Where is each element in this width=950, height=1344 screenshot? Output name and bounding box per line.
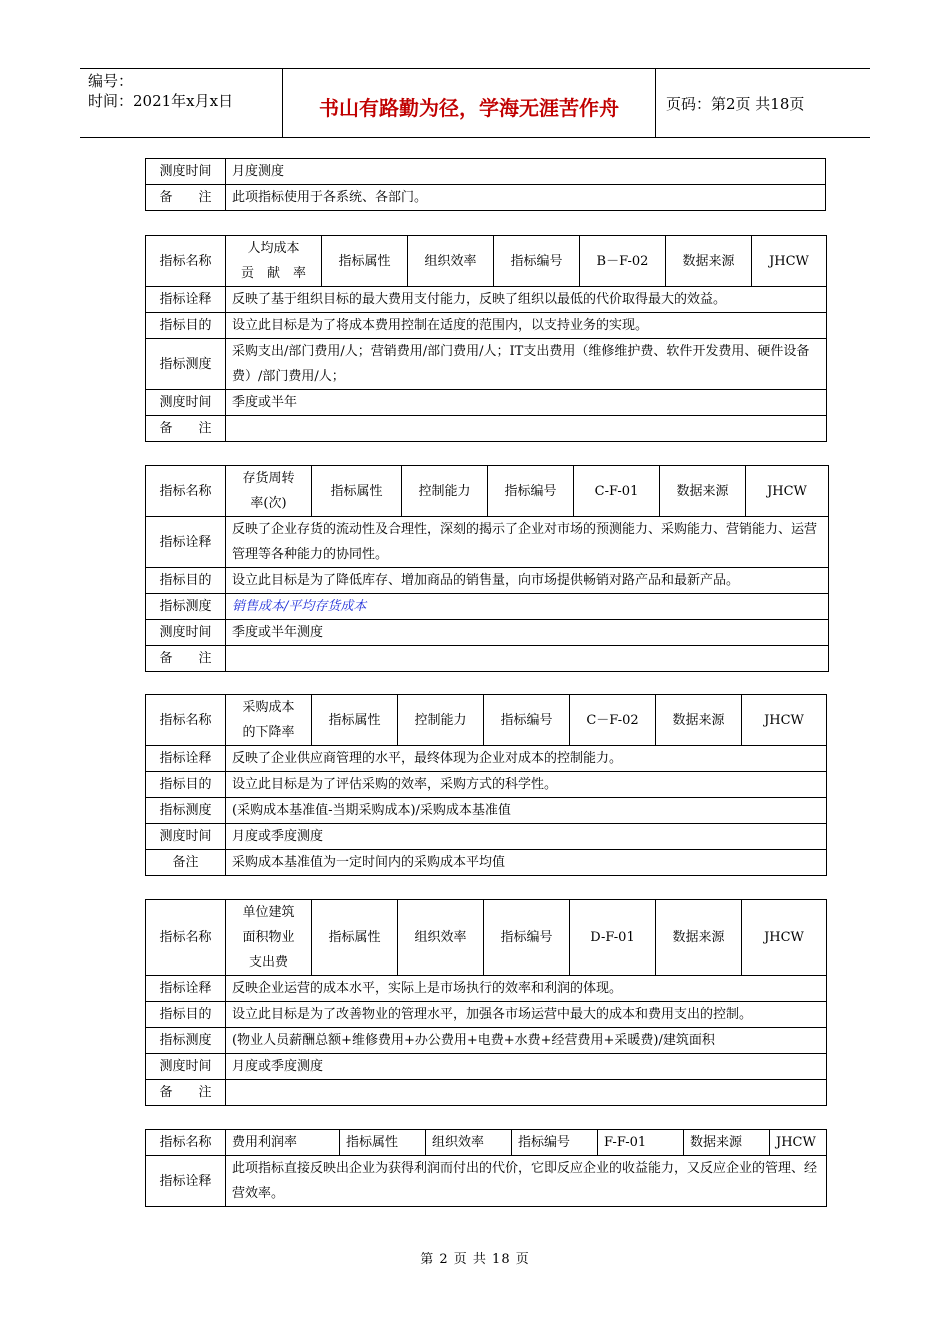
table-row — [146, 1054, 827, 1080]
label-name: 指标名称 — [146, 695, 226, 746]
indicator-note — [226, 416, 827, 442]
table-row — [146, 568, 829, 594]
label-source: 数据来源 — [656, 695, 742, 746]
label-note: 备注 — [146, 850, 226, 876]
label-attr: 指标属性 — [340, 1130, 426, 1156]
indicator-explain: 反映了企业存货的流动性及合理性，深刻的揭示了企业对市场的预测能力、采购能力、营销能力、运营管理等各种能力的协同性。 — [226, 517, 829, 568]
table-row — [146, 746, 827, 772]
indicator-source: JHCW — [770, 1130, 827, 1156]
label-explain: 指标诠释 — [146, 517, 226, 568]
label-purpose: 指标目的 — [146, 568, 226, 594]
label-explain: 指标诠释 — [146, 287, 226, 313]
indicator-time: 月度或季度测度 — [226, 1054, 827, 1080]
cell-label: 测度时间 — [146, 159, 226, 185]
label-source: 数据来源 — [666, 236, 752, 287]
label-code: 指标编号 — [512, 1130, 598, 1156]
indicator-purpose: 设立此目标是为了将成本费用控制在适度的范围内，以支持业务的实现。 — [226, 313, 827, 339]
label-explain: 指标诠释 — [146, 1156, 226, 1207]
table-row — [146, 339, 827, 390]
table-row — [146, 1002, 827, 1028]
indicator-name — [226, 466, 312, 517]
table-row — [146, 159, 826, 185]
header-page-number: 页码：第2页 共18页 — [666, 94, 805, 113]
indicator-purpose: 设立此目标是为了评估采购的效率，采购方式的科学性。 — [226, 772, 827, 798]
table-row-header — [146, 900, 827, 976]
indicator-name-line2: 贡 献 率 — [240, 266, 306, 281]
table-row — [146, 287, 827, 313]
indicator-name-line1: 采购成本 — [242, 700, 295, 715]
indicator-code: D-F-01 — [570, 900, 656, 976]
table-row — [146, 313, 827, 339]
label-measure: 指标测度 — [146, 798, 226, 824]
cell-label: 备 注 — [146, 185, 226, 211]
indicator-source: JHCW — [742, 695, 827, 746]
indicator-name-line1: 存货周转 — [242, 471, 295, 486]
table-row — [146, 850, 827, 876]
indicator-explain: 反映了企业供应商管理的水平，最终体现为企业对成本的控制能力。 — [226, 746, 827, 772]
table-row — [146, 1080, 827, 1106]
label-explain: 指标诠释 — [146, 976, 226, 1002]
indicator-code: C-F-01 — [574, 466, 660, 517]
indicator-name-line1: 单位建筑 — [242, 905, 295, 920]
label-measure: 指标测度 — [146, 1028, 226, 1054]
page-footer: 第 2 页 共 18 页 — [420, 1252, 530, 1267]
table-row — [146, 824, 827, 850]
label-code: 指标编号 — [488, 466, 574, 517]
label-attr: 指标属性 — [322, 236, 408, 287]
label-note: 备 注 — [146, 416, 226, 442]
table-row — [146, 646, 829, 672]
table-row-header — [146, 466, 829, 517]
label-code: 指标编号 — [484, 900, 570, 976]
table-row — [146, 976, 827, 1002]
indicator-purpose: 设立此目标是为了降低库存、增加商品的销售量，向市场提供畅销对路产品和最新产品。 — [226, 568, 829, 594]
table-row — [146, 772, 827, 798]
cell-value: 此项指标使用于各系统、各部门。 — [226, 185, 826, 211]
indicator-name-line2: 面积物业 — [242, 930, 295, 945]
label-time: 测度时间 — [146, 620, 226, 646]
label-name: 指标名称 — [146, 466, 226, 517]
indicator-note — [226, 1080, 827, 1106]
table-indicator-expense-profit-rate — [145, 1129, 827, 1207]
header-motto: 书山有路勤为径，学海无涯苦作舟 — [283, 69, 656, 137]
label-attr: 指标属性 — [312, 466, 402, 517]
label-time: 测度时间 — [146, 1054, 226, 1080]
indicator-explain: 此项指标直接反映出企业为获得利润而付出的代价，它即反应企业的收益能力，又反应企业的管理、经营效率。 — [226, 1156, 827, 1207]
indicator-explain: 反映企业运营的成本水平，实际上是市场执行的效率和利润的体现。 — [226, 976, 827, 1002]
indicator-explain: 反映了基于组织目标的最大费用支付能力，反映了组织以最低的代价取得最大的效益。 — [226, 287, 827, 313]
label-purpose: 指标目的 — [146, 772, 226, 798]
table-row — [146, 620, 829, 646]
indicator-purpose: 设立此目标是为了改善物业的管理水平，加强各市场运营中最大的成本和费用支出的控制。 — [226, 1002, 827, 1028]
indicator-note: 采购成本基准值为一定时间内的采购成本平均值 — [226, 850, 827, 876]
indicator-name — [226, 900, 312, 976]
label-source: 数据来源 — [660, 466, 746, 517]
indicator-measure: (采购成本基准值-当期采购成本)/采购成本基准值 — [226, 798, 827, 824]
label-measure: 指标测度 — [146, 339, 226, 390]
indicator-name: 费用利润率 — [226, 1130, 340, 1156]
table-row — [146, 390, 827, 416]
label-explain: 指标诠释 — [146, 746, 226, 772]
indicator-code: B－F-02 — [580, 236, 666, 287]
indicator-attr: 组织效率 — [426, 1130, 512, 1156]
indicator-name-line2: 率(次) — [250, 496, 287, 511]
header-left — [80, 69, 283, 137]
label-source: 数据来源 — [684, 1130, 770, 1156]
indicator-name — [226, 236, 322, 287]
label-note: 备 注 — [146, 1080, 226, 1106]
table-row — [146, 594, 829, 620]
indicator-source: JHCW — [742, 900, 827, 976]
indicator-code: F-F-01 — [598, 1130, 684, 1156]
label-purpose: 指标目的 — [146, 313, 226, 339]
table-row — [146, 517, 829, 568]
label-name: 指标名称 — [146, 1130, 226, 1156]
indicator-attr: 组织效率 — [408, 236, 494, 287]
label-code: 指标编号 — [484, 695, 570, 746]
table-indicator-per-capita-cost — [145, 235, 827, 442]
indicator-time: 月度或季度测度 — [226, 824, 827, 850]
indicator-attr: 组织效率 — [398, 900, 484, 976]
table-row — [146, 185, 826, 211]
table-row — [146, 798, 827, 824]
table-row-header — [146, 695, 827, 746]
table-row — [146, 1156, 827, 1207]
indicator-name-line1: 人均成本 — [247, 241, 300, 256]
label-purpose: 指标目的 — [146, 1002, 226, 1028]
label-time: 测度时间 — [146, 390, 226, 416]
indicator-time: 季度或半年 — [226, 390, 827, 416]
doc-number: 编号： — [88, 72, 134, 90]
table-indicator-purchase-cost-reduction — [145, 694, 827, 876]
label-code: 指标编号 — [494, 236, 580, 287]
indicator-name-line2: 的下降率 — [242, 725, 295, 740]
indicator-note — [226, 646, 829, 672]
table-row-header — [146, 236, 827, 287]
indicator-attr: 控制能力 — [398, 695, 484, 746]
table-indicator-inventory-turnover — [145, 465, 829, 672]
label-attr: 指标属性 — [312, 695, 398, 746]
indicator-time: 季度或半年测度 — [226, 620, 829, 646]
label-name: 指标名称 — [146, 900, 226, 976]
table-indicator-property-cost — [145, 899, 827, 1106]
label-measure: 指标测度 — [146, 594, 226, 620]
label-time: 测度时间 — [146, 824, 226, 850]
table-row-header — [146, 1130, 827, 1156]
table-measure-period — [145, 158, 826, 211]
indicator-name-line3: 支出费 — [248, 955, 288, 970]
indicator-name — [226, 695, 312, 746]
table-row — [146, 416, 827, 442]
label-source: 数据来源 — [656, 900, 742, 976]
label-name: 指标名称 — [146, 236, 226, 287]
indicator-source: JHCW — [746, 466, 829, 517]
doc-date: 时间：2021年x月x日 — [88, 92, 234, 110]
indicator-source: JHCW — [752, 236, 827, 287]
page-header — [80, 68, 870, 138]
table-row — [146, 1028, 827, 1054]
cell-value: 月度测度 — [226, 159, 826, 185]
label-note: 备 注 — [146, 646, 226, 672]
indicator-measure: (物业人员薪酬总额+维修费用+办公费用+电费+水费+经营费用+采暖费)/建筑面积 — [226, 1028, 827, 1054]
indicator-code: C－F-02 — [570, 695, 656, 746]
indicator-measure: 采购支出/部门费用/人；营销费用/部门费用/人；IT支出费用（维修维护费、软件开发费用、硬件设备费）/部门费用/人； — [226, 339, 827, 390]
label-attr: 指标属性 — [312, 900, 398, 976]
indicator-measure: 销售成本/平均存货成本 — [226, 594, 829, 620]
indicator-attr: 控制能力 — [402, 466, 488, 517]
